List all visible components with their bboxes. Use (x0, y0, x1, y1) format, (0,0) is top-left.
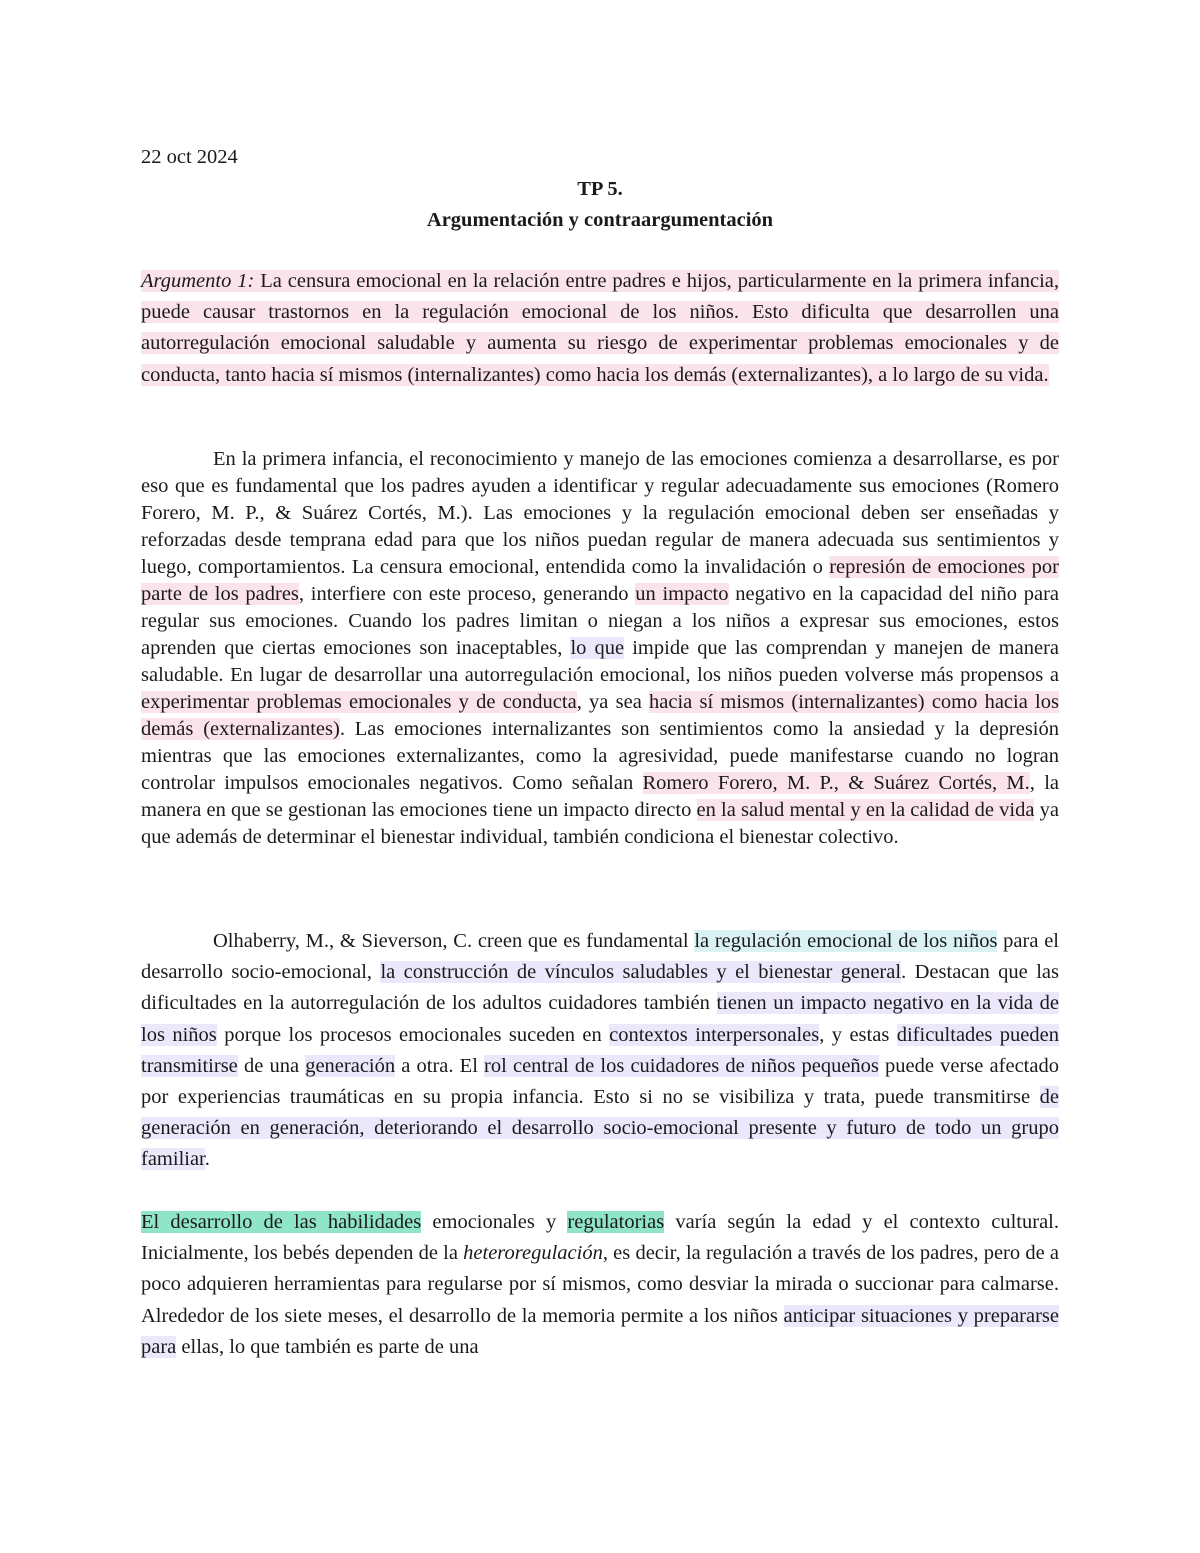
highlight-lavender: dificultades pueden transmitirse (141, 1023, 1059, 1077)
text-run: , y estas (819, 1023, 897, 1046)
argument-paragraph (141, 266, 1059, 391)
argument-label: Argumento 1: (141, 270, 255, 292)
body-paragraph-3 (141, 926, 1059, 1176)
highlight-lavender: tienen un impacto negativo en la vida de los niños (141, 992, 1060, 1046)
text-run: negativo en la capacidad del niño para regular sus emociones. Cuando los padres limitan o niegan a los niños a expresar sus emociones, estos aprenden que ciertas emociones son inaceptables, (141, 583, 1059, 659)
argument-highlight (141, 270, 1059, 386)
text-run: puede verse afectado por experiencias traumáticas en su propia infancia. Esto si no se visibiliza y trata, puede transmitirse (141, 1054, 1059, 1109)
document-subtitle: Argumentación y contraargumentación (426, 209, 774, 231)
text-run: . Las emociones internalizantes son sentimientos como la ansiedad y la depresión mientras que las emociones externalizantes, como la agresividad, puede manifestarse cuando no logran controlar impulsos emocionales negativos. Como señalan (141, 718, 1059, 794)
document-title: TP 5. (577, 178, 623, 200)
highlight-pink: represión de emociones por parte de los padres (141, 556, 1059, 605)
highlight-pink: Romero Forero, M. P., & Suárez Cortés, M. (642, 772, 1030, 794)
text-run: a otra. El (395, 1054, 485, 1077)
text-run: de una (237, 1054, 306, 1077)
text-run: varía según la edad y el contexto cultural. Inicialmente, los bebés dependen de la (141, 1211, 1059, 1265)
highlight-pink: en la salud mental y en la calidad de vida (696, 799, 1035, 821)
text-run: , interfiere con este proceso, generando (298, 583, 636, 605)
emphasis-term: heteroregulación (463, 1242, 603, 1265)
highlight-cyan: la regulación emocional de los niños (694, 930, 998, 952)
text-run: , ya sea (576, 691, 650, 713)
highlight-lavender: generación (305, 1054, 396, 1077)
text-run: ya que además de determinar el bienestar individual, también condiciona el bienestar colectivo. (141, 799, 1059, 848)
argument-text: La censura emocional en la relación entre padres e hijos, particularmente en la primera infancia, puede causar trastornos en la regulación emocional de los niños. Esto dificulta que desarrollen una autorregulación emocional saludable y aumenta su riesgo de experimentar problemas emocionales y de conducta, tanto hacia sí mismos (internalizantes) como hacia los demás (externalizantes), a lo largo de su vida. (141, 270, 1059, 386)
text-run: porque los procesos emocionales suceden en (216, 1023, 610, 1046)
text-run: Olhaberry, M., & Sieverson, C. creen que es fundamental (213, 930, 695, 952)
text-run: . (204, 1148, 210, 1171)
text-run: En la primera infancia, el reconocimiento y manejo de las emociones comienza a desarrollarse, es por eso que es fundamental que los padres ayuden a identificar y regular adecuadamente sus emociones (Romero Forero, M. P., & Suárez Cortés, M.). Las emociones y la regulación emocional deben ser enseñadas y reforzadas desde temprana edad para que los niños puedan regular de manera adecuada sus sentimientos y luego, comportamientos. La censura emocional, entendida como la invalidación o (141, 448, 1059, 578)
body-paragraph-4 (141, 1207, 1059, 1363)
text-run: . Destacan que las dificultades en la autorregulación de los adultos cuidadores también (141, 961, 1059, 1015)
body-paragraph-2 (141, 446, 1059, 851)
highlight-pink: hacia sí mismos (internalizantes) como hacia los demás (externalizantes) (141, 691, 1059, 740)
highlight-lavender: anticipar situaciones y prepararse para (141, 1304, 1059, 1358)
highlight-green: regulatorias (567, 1211, 665, 1233)
text-run: , la manera en que se gestionan las emociones tiene un impacto directo (141, 772, 1060, 821)
highlight-pink: experimentar problemas emocionales y de conducta (141, 691, 577, 713)
highlight-pink: un impacto (635, 583, 729, 605)
highlight-lavender: contextos interpersonales (609, 1023, 820, 1046)
text-run: emocionales y (421, 1211, 568, 1233)
text-run: , es decir, la regulación a través de los padres, pero de a poco adquieren herramientas para regularse por sí mismos, como desviar la mirada o succionar para calmarse. Alrededor de los siete meses, el desarrollo de la memoria permite a los niños (141, 1242, 1059, 1327)
highlight-lavender: rol central de los cuidadores de niños pequeños (484, 1054, 879, 1077)
document-date: 22 oct 2024 (141, 146, 238, 168)
highlight-lavender: la construcción de vínculos saludables y el bienestar general (380, 961, 902, 984)
text-run: ellas, lo que también es parte de una (176, 1335, 479, 1358)
text-run: para el desarrollo socio-emocional, (141, 930, 1059, 984)
text-run: impide que las comprendan y manejen de manera saludable. En lugar de desarrollar una autorregulación emocional, los niños pueden volverse más propensos a (141, 637, 1059, 686)
highlight-lavender: de generación en generación, deteriorando el desarrollo socio-emocional presente y futuro de todo un grupo familiar (141, 1086, 1059, 1171)
highlight-green: El desarrollo de las habilidades (141, 1211, 422, 1233)
highlight-lavender: lo que (570, 637, 625, 659)
